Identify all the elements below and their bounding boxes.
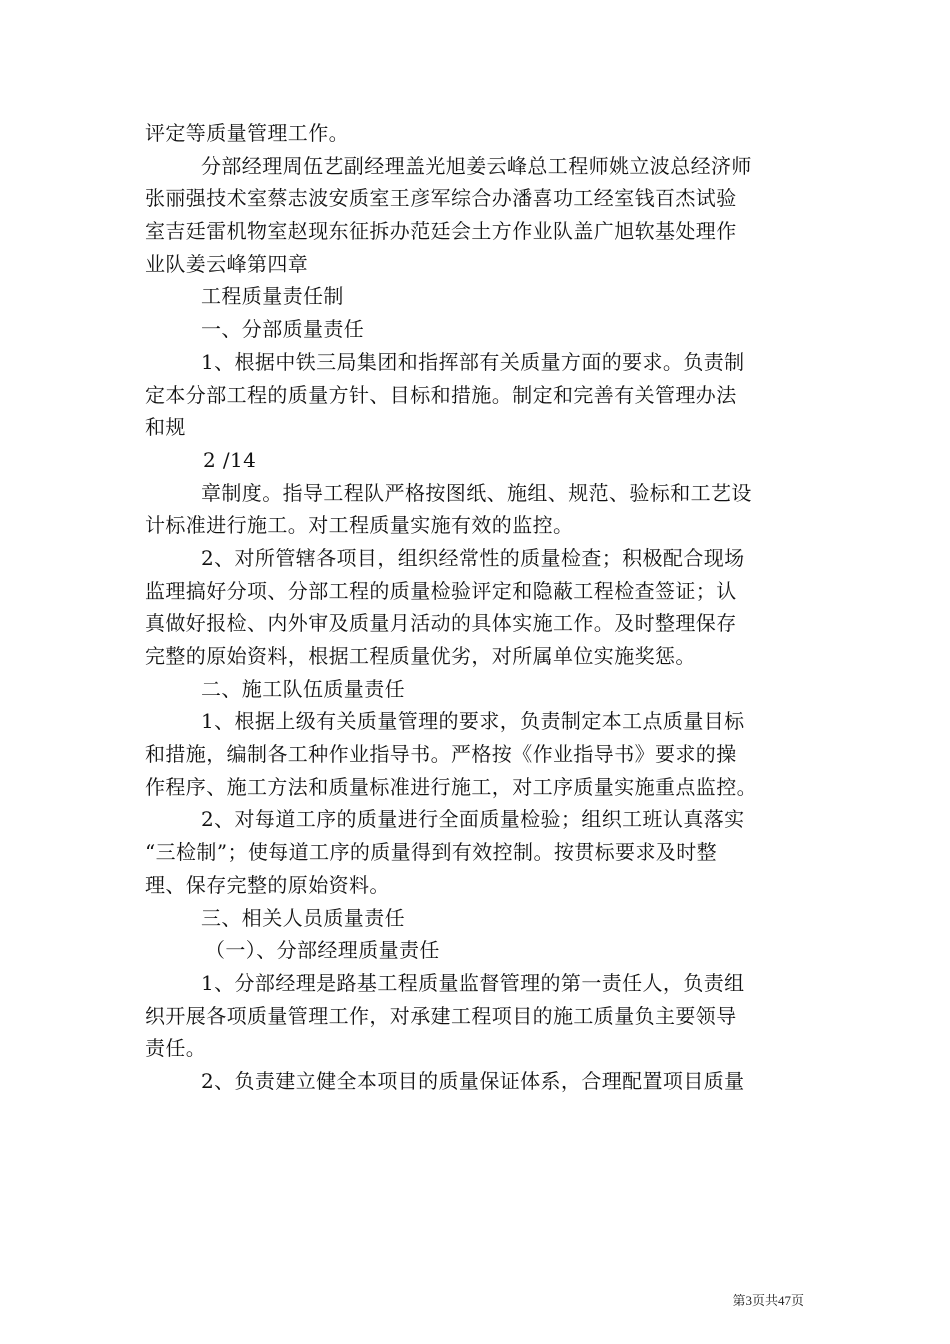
- text-line: 完整的原始资料，根据工程质量优劣，对所属单位实施奖惩。: [145, 644, 696, 668]
- text-line: 二、施工队伍质量责任: [201, 676, 405, 701]
- text-line: 三、相关人员质量责任: [201, 905, 405, 930]
- text-line: 织开展各项质量管理工作，对承建工程项目的施工质量负主要领导: [145, 1003, 737, 1028]
- text-line: 和规: [145, 415, 186, 440]
- footer-total-pages: 47: [777, 1293, 791, 1308]
- text-line: 业队姜云峰第四章: [145, 251, 309, 276]
- text-line: 张丽强技术室蔡志波安质室王彦军综合办潘喜功工经室钱百杰试验: [145, 186, 737, 211]
- page-footer: [0, 1290, 950, 1309]
- text-line: 计标准进行施工。对工程质量实施有效的监控。: [145, 513, 574, 538]
- text-line: 评定等质量管理工作。: [145, 121, 349, 145]
- text-line: 1、根据中铁三局集团和指挥部有关质量方面的要求。负责制: [201, 349, 745, 374]
- text-line: 定本分部工程的质量方针、目标和措施。制定和完善有关管理办法: [145, 382, 737, 407]
- text-line: 章制度。指导工程队严格按图纸、施组、规范、验标和工艺设: [201, 480, 752, 505]
- text-line: 2、对所管辖各项目，组织经常性的质量检查；积极配合现场: [201, 545, 745, 570]
- text-line: 1、根据上级有关质量管理的要求，负责制定本工点质量目标: [201, 709, 745, 734]
- footer-suffix: 页: [790, 1294, 804, 1309]
- text-line: 工程质量责任制: [201, 284, 344, 309]
- text-line: 室吉廷雷机物室赵现东征拆办范廷会土方作业队盖广旭软基处理作: [145, 219, 737, 244]
- text-line: 2 /14: [203, 447, 257, 472]
- text-line: 理、保存完整的原始资料。: [145, 872, 390, 897]
- text-line: 2、负责建立健全本项目的质量保证体系，合理配置项目质量: [201, 1068, 745, 1093]
- text-line: 分部经理周伍艺副经理盖光旭姜云峰总工程师姚立波总经济师: [201, 153, 752, 178]
- text-line: 和措施，编制各工种作业指导书。严格按《作业指导书》要求的操: [145, 742, 737, 767]
- text-line: 1、分部经理是路基工程质量监督管理的第一责任人，负责组: [201, 970, 745, 995]
- text-line: 2、对每道工序的质量进行全面质量检验；组织工班认真落实: [201, 807, 745, 832]
- text-line: 监理搞好分项、分部工程的质量检验评定和隐蔽工程检查签证；认: [145, 578, 737, 603]
- text-line: “三检制”；使每道工序的质量得到有效控制。按贯标要求及时整: [145, 840, 718, 865]
- text-line: 作程序、施工方法和质量标准进行施工，对工序质量实施重点监控。: [145, 774, 757, 799]
- text-line: 一、分部质量责任: [201, 317, 365, 342]
- document-body: [145, 117, 810, 1098]
- text-line: （一）、分部经理质量责任: [205, 938, 440, 963]
- footer-prefix: 第: [732, 1294, 746, 1309]
- footer-middle: 页共: [751, 1294, 778, 1309]
- text-line: 责任。: [145, 1036, 207, 1061]
- footer-current-page: 3: [745, 1293, 752, 1308]
- text-line: 真做好报检、内外审及质量月活动的具体实施工作。及时整理保存: [145, 611, 737, 636]
